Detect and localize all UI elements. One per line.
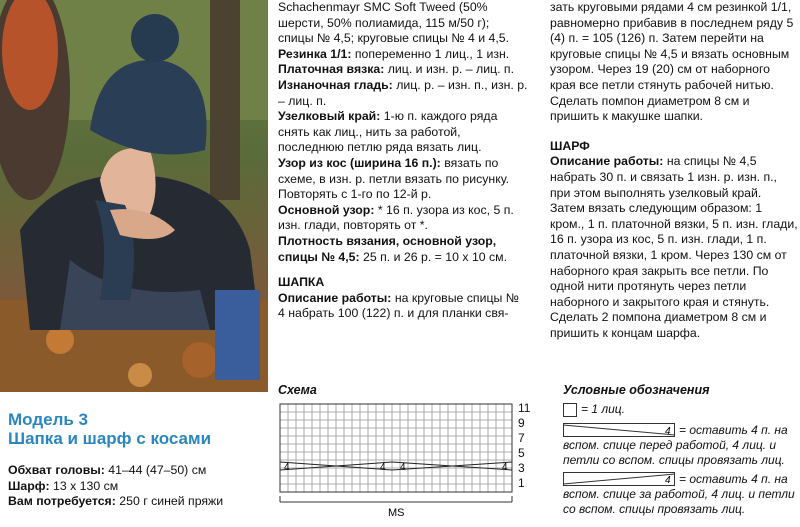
svg-text:4: 4 xyxy=(665,426,671,437)
materials-continued: Schachenmayr SMC Soft Tweed (50% шерсти, 50% полиамида, 115 м/50 г); спицы № 4,5; круговые спицы № 4 и 4,5. xyxy=(278,0,510,46)
cable-count-2: 4 xyxy=(380,462,386,473)
scheme-border xyxy=(280,404,512,492)
model-number: Модель 3 xyxy=(8,410,88,429)
instructions-column-2 xyxy=(550,0,798,341)
row-number-3: 3 xyxy=(518,461,525,475)
legend-item-cable-front: 4 = оставить 4 п. на вспом. спице перед работой, 4 лиц. и петли со вспом. спицы провязать лиц. xyxy=(563,423,788,467)
model-title xyxy=(8,410,270,448)
rib-stitch: Резинка 1/1: попеременно 1 лиц., 1 изн. xyxy=(278,46,510,61)
scarf-size-line: Шарф: 13 х 130 см xyxy=(8,478,119,493)
cable-pattern: Узор из кос (ширина 16 п.): вязать по схеме, в изн. р. петли вязать по рисунку. Повторять с 1-го по 12-й р. xyxy=(278,155,510,202)
knot-edge: Узелковый край: 1-ю п. каждого ряда снять как лиц., нить за работой, последнюю петлю ряда вязать лиц. xyxy=(278,109,498,155)
legend-item-knit: = 1 лиц. xyxy=(563,402,797,417)
model-photo xyxy=(0,0,268,392)
reverse-stockinette: Изнаночная гладь: лиц. р. – изн. п., изн. р. – лиц. п. xyxy=(278,77,528,108)
row-number-9: 9 xyxy=(518,416,525,430)
cable-count-4: 4 xyxy=(502,462,508,473)
cable-count-3: 4 xyxy=(400,462,406,473)
hat-instructions-continued: зать круговыми рядами 4 см резинкой 1/1, равномерно прибавив в последнем ряду 5 (4) п. = 105 (126) п. Затем перейти на круговые спицы № 4,5 и вязать основным узором. Через 19 (20) см от наборного края все петли стянуть рабочей нитью. Сделать помпон диаметром 8 см и пришить к макушке шапки. xyxy=(550,0,794,124)
cable-count-1: 4 xyxy=(284,462,290,473)
legend-item-cable-back: 4 = оставить 4 п. на вспом. спице за работой, 4 лиц. и петли со вспом. спицы провязать лиц. xyxy=(563,472,795,516)
gauge: Плотность вязания, основной узор, спицы № 4,5: 25 п. и 26 р. = 10 х 10 см. xyxy=(278,233,508,264)
girth-line: Обхват головы: 41–44 (47–50) см xyxy=(8,463,207,477)
svg-text:4: 4 xyxy=(665,475,671,486)
instructions-column-1 xyxy=(278,0,528,322)
model-name: Шапка и шарф с косами xyxy=(8,429,212,448)
scheme-grid xyxy=(280,404,512,492)
garter-stitch: Платочная вязка: лиц. и изн. р. – лиц. п. xyxy=(278,62,515,77)
row-numbers xyxy=(518,401,531,490)
scarf-heading: ШАРФ xyxy=(550,138,590,153)
row-number-7: 7 xyxy=(518,431,525,445)
boy-in-hat-illustration xyxy=(0,0,268,392)
repeat-label: MS xyxy=(388,507,405,519)
cable-front-icon xyxy=(563,423,675,437)
hat-instructions: Описание работы: на круговые спицы № 4 набрать 100 (122) п. и для планки свя- xyxy=(278,290,519,321)
cable-back-icon xyxy=(563,472,675,486)
scarf-instructions: Описание работы: на спицы № 4,5 набрать 30 п. и связать 1 изн. р. изн. п., при этом выполнять узелковый край. Затем вязать следующим образом: 1 кром., 1 п. платочной вязки, 5 п. изн. глади, 16 п. узора из кос, 5 п. изн. глади, 1 п. платочной вязки, 1 кром. Через 130 см от наборного края закрыть все петли. По одной нити протянуть через петли наборного и закрытого края и стянуть. Сделать 2 помпона диаметром 8 см и пришить к концам шарфа. xyxy=(550,154,798,340)
legend xyxy=(563,402,797,517)
row-number-5: 5 xyxy=(518,446,525,460)
hat-heading: ШАПКА xyxy=(278,275,325,290)
model-info xyxy=(8,463,270,510)
knit-stitch-icon xyxy=(563,403,577,417)
row-number-11: 11 xyxy=(518,401,531,415)
materials-line: Вам потребуется: 250 г синей пряжи xyxy=(8,494,224,509)
legend-title: Условные обозначения xyxy=(563,383,710,397)
main-pattern: Основной узор: * 16 п. узора из кос, 5 п. изн. глади, повторять от *. xyxy=(278,202,514,233)
cable-cross-symbols xyxy=(280,462,512,470)
scheme-title: Схема xyxy=(278,383,317,397)
row-number-1: 1 xyxy=(518,476,525,490)
cable-scheme-chart xyxy=(276,398,540,520)
